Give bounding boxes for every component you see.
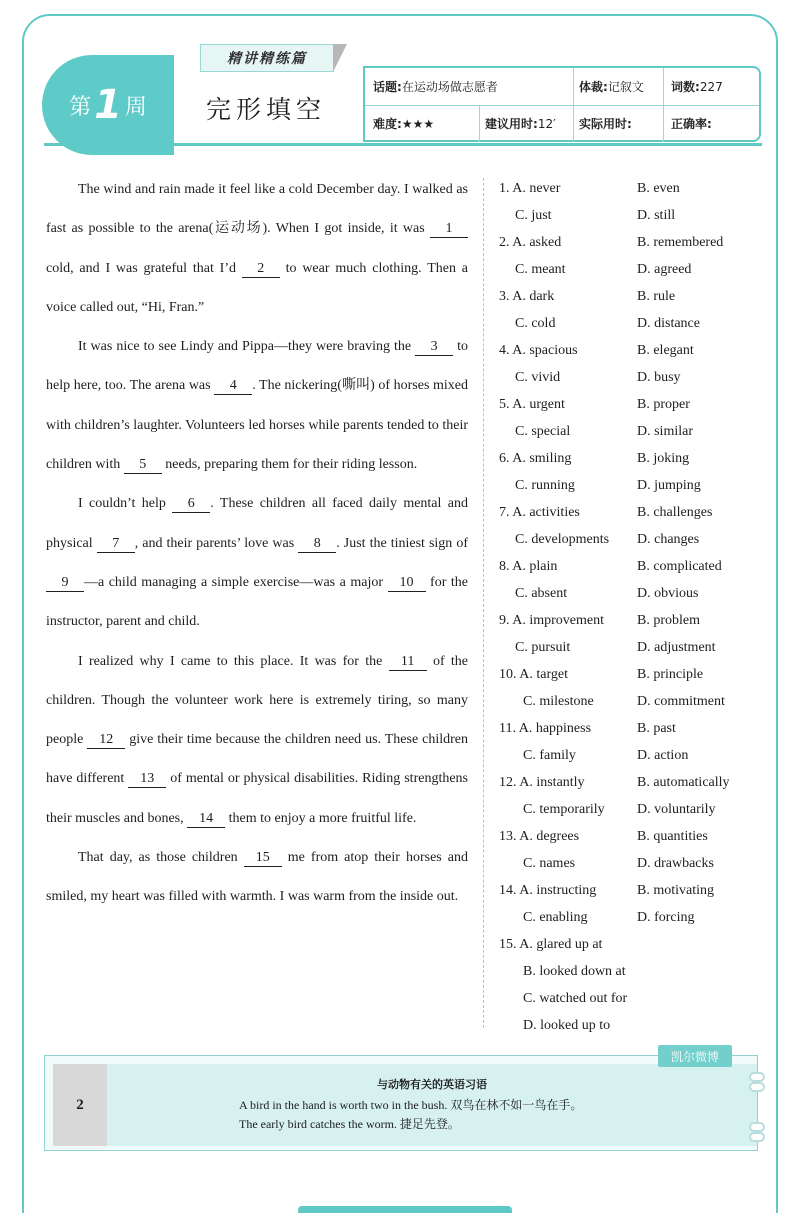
option-row: [499, 985, 759, 1012]
option-a[interactable]: 11. A. happiness: [499, 721, 592, 736]
binder-ring-icon: [749, 1072, 765, 1082]
option-row: [499, 175, 759, 202]
option-c[interactable]: C. milestone: [523, 694, 594, 709]
option-d[interactable]: D. agreed: [637, 262, 692, 277]
option-d[interactable]: D. distance: [637, 316, 700, 331]
option-row: [499, 769, 759, 796]
option-row: [499, 607, 759, 634]
paragraph-4: I realized why I came to this place. It was for the 11 of the children. Though the volunteer work here is extremely tiring, so many people 12 give their time because the children need us. These children have different 13 of mental or physical disabilities. Riding strengthens their muscles and bones, 14 them to enjoy a more fruitful life.: [46, 653, 469, 826]
option-a[interactable]: 1. A. never: [499, 181, 561, 196]
option-c[interactable]: C. meant: [515, 262, 566, 277]
option-b[interactable]: B. looked down at: [523, 964, 626, 979]
option-a[interactable]: 3. A. dark: [499, 289, 555, 304]
info-table: [363, 66, 761, 142]
blank-4[interactable]: 4: [214, 378, 252, 395]
accuracy-label: 正确率:: [671, 117, 712, 131]
topic-label: 话题:: [373, 80, 402, 94]
option-row: [499, 823, 759, 850]
option-row: [499, 742, 759, 769]
option-d[interactable]: D. commitment: [637, 694, 725, 709]
option-row: [499, 526, 759, 553]
option-row: [499, 256, 759, 283]
paragraph-5: That day, as those children 15 me from atop their horses and smiled, my heart was filled with warmth. I was warm from the inside out.: [46, 850, 469, 905]
option-b[interactable]: B. challenges: [637, 505, 713, 520]
words-value: 227: [699, 79, 723, 94]
option-d[interactable]: D. forcing: [637, 910, 695, 925]
tip-title: 与动物有关的英语习语: [377, 1078, 487, 1091]
option-row: [499, 850, 759, 877]
option-c[interactable]: C. temporarily: [523, 802, 605, 817]
option-c[interactable]: C. enabling: [523, 910, 588, 925]
option-b[interactable]: B. past: [637, 721, 676, 736]
option-a[interactable]: 9. A. improvement: [499, 613, 604, 628]
option-row: [499, 931, 759, 958]
blank-6[interactable]: 6: [172, 496, 210, 513]
option-row: [499, 904, 759, 931]
option-b[interactable]: B. motivating: [637, 883, 714, 898]
option-a[interactable]: 13. A. degrees: [499, 829, 580, 844]
option-d[interactable]: D. voluntarily: [637, 802, 716, 817]
option-row: [499, 472, 759, 499]
option-row: [499, 580, 759, 607]
option-c[interactable]: C. names: [523, 856, 576, 871]
paragraph-2: It was nice to see Lindy and Pippa—they were braving the 3 to help here, too. The arena was 4 . The nickering(嘶叫) of horses mixed with children’s laughter. Volunteers led horses while parents tended to their children with 5 needs, preparing them for their riding lesson.: [46, 339, 469, 473]
option-b[interactable]: B. complicated: [637, 559, 722, 574]
topic-cell: [373, 68, 498, 105]
option-c[interactable]: C. watched out for: [523, 991, 628, 1006]
blank-14[interactable]: 14: [187, 811, 225, 828]
option-row: [499, 634, 759, 661]
option-c[interactable]: C. running: [515, 478, 575, 493]
option-row: [499, 445, 759, 472]
option-d[interactable]: D. similar: [637, 424, 693, 439]
words-cell: [671, 68, 723, 105]
week-suffix: 周: [124, 94, 147, 120]
option-row: [499, 796, 759, 823]
blank-9[interactable]: 9: [46, 575, 84, 592]
tip-content: [107, 1064, 757, 1146]
option-a[interactable]: 10. A. target: [499, 667, 568, 682]
accuracy-cell[interactable]: [671, 105, 712, 142]
option-row: [499, 499, 759, 526]
option-b[interactable]: B. joking: [637, 451, 690, 466]
option-d[interactable]: D. still: [637, 208, 676, 223]
option-d[interactable]: D. changes: [637, 532, 700, 547]
week-number: 1: [94, 82, 122, 128]
option-a[interactable]: 4. A. spacious: [499, 343, 578, 358]
option-row: [499, 364, 759, 391]
option-a[interactable]: 5. A. urgent: [499, 397, 565, 412]
option-d[interactable]: D. action: [637, 748, 689, 763]
option-row: [499, 202, 759, 229]
difficulty-stars: ★★★: [401, 116, 435, 131]
option-b[interactable]: B. problem: [637, 613, 700, 628]
topic-value: 在运动场做志愿者: [401, 80, 498, 94]
option-b[interactable]: B. quantities: [637, 829, 708, 844]
option-row: [499, 283, 759, 310]
option-a[interactable]: 14. A. instructing: [499, 883, 597, 898]
option-row: [499, 688, 759, 715]
option-c[interactable]: C. absent: [515, 586, 568, 601]
option-row: [499, 391, 759, 418]
genre-label: 体裁:: [579, 80, 608, 94]
option-b[interactable]: B. remembered: [637, 235, 724, 250]
page-number: 2: [53, 1064, 107, 1146]
option-c[interactable]: C. vivid: [515, 370, 561, 385]
answer-options: [499, 175, 759, 1039]
option-a[interactable]: 8. A. plain: [499, 559, 558, 574]
actual-time-label: 实际用时:: [579, 117, 632, 131]
binder-ring-icon: [749, 1122, 765, 1132]
option-row: [499, 877, 759, 904]
blank-8[interactable]: 8: [298, 536, 336, 553]
option-row: [499, 229, 759, 256]
option-row: [499, 418, 759, 445]
week-prefix: 第: [69, 94, 92, 120]
option-row: [499, 310, 759, 337]
tip-line-2: The early bird catches the worm. 捷足先登。: [239, 1117, 460, 1131]
week-badge: [42, 55, 174, 155]
header-rule: [44, 143, 762, 146]
blank-3[interactable]: 3: [415, 339, 453, 356]
blank-7[interactable]: 7: [97, 536, 135, 553]
blank-2[interactable]: 2: [242, 261, 280, 278]
option-c[interactable]: C. pursuit: [515, 640, 571, 655]
option-row: [499, 958, 759, 985]
option-b[interactable]: B. even: [637, 181, 680, 196]
option-d[interactable]: D. looked up to: [523, 1018, 611, 1033]
option-row: [499, 1012, 759, 1039]
paragraph-1: The wind and rain made it feel like a cold December day. I walked as fast as possible to the arena(运动场). When I got inside, it was 1 cold, and I was grateful that I’d 2 to wear much clothing. Then a voice called out, “Hi, Fran.”: [46, 182, 468, 315]
idiom-tip-box: [44, 1055, 758, 1151]
blank-10[interactable]: 10: [388, 575, 426, 592]
option-c[interactable]: C. just: [515, 208, 552, 223]
blank-11[interactable]: 11: [389, 654, 427, 671]
option-b[interactable]: B. elegant: [637, 343, 694, 358]
option-a[interactable]: 15. A. glared up at: [499, 937, 603, 952]
option-d[interactable]: D. drawbacks: [637, 856, 714, 871]
genre-value: 记叙文: [607, 80, 644, 94]
binder-ring-icon: [749, 1082, 765, 1092]
time-cell: [485, 105, 556, 142]
paragraph-3: I couldn’t help 6 . These children all faced daily mental and physical 7 , and their parents’ love was 8 . Just the tiniest sign of 9 —a child managing a simple exercise—was a major 10 for the instructor, parent and child.: [46, 496, 469, 630]
option-d[interactable]: D. jumping: [637, 478, 701, 493]
blank-13[interactable]: 13: [128, 771, 166, 788]
blank-12[interactable]: 12: [87, 732, 125, 749]
difficulty-label: 难度:: [373, 117, 402, 131]
genre-cell: [579, 68, 644, 105]
actual-time-cell[interactable]: [579, 105, 632, 142]
option-a[interactable]: 2. A. asked: [499, 235, 562, 250]
time-value: 12′: [537, 116, 556, 131]
binder-ring-icon: [749, 1132, 765, 1142]
option-b[interactable]: B. principle: [637, 667, 704, 682]
option-row: [499, 553, 759, 580]
cloze-passage: [46, 170, 468, 917]
option-a[interactable]: 12. A. instantly: [499, 775, 585, 790]
option-a[interactable]: 6. A. smiling: [499, 451, 572, 466]
option-row: [499, 715, 759, 742]
tip-line-1: A bird in the hand is worth two in the bush. 双鸟在林不如一鸟在手。: [239, 1098, 583, 1112]
page-title: 完形填空: [206, 95, 327, 124]
option-c[interactable]: C. special: [515, 424, 571, 439]
column-divider: [483, 178, 484, 1028]
option-d[interactable]: D. obvious: [637, 586, 699, 601]
section-tab: 精讲精练篇: [200, 44, 334, 72]
option-d[interactable]: D. adjustment: [637, 640, 716, 655]
option-b[interactable]: B. proper: [637, 397, 690, 412]
bottom-bar: [298, 1206, 512, 1213]
option-c[interactable]: C. developments: [515, 532, 610, 547]
time-label: 建议用时:: [485, 117, 538, 131]
difficulty-cell: [373, 105, 434, 142]
option-row: [499, 661, 759, 688]
weibo-tag[interactable]: 凯尔微博: [658, 1045, 732, 1067]
option-d[interactable]: D. busy: [637, 370, 681, 385]
option-b[interactable]: B. automatically: [637, 775, 730, 790]
option-b[interactable]: B. rule: [637, 289, 676, 304]
words-label: 词数:: [671, 80, 700, 94]
option-c[interactable]: C. cold: [515, 316, 556, 331]
option-a[interactable]: 7. A. activities: [499, 505, 580, 520]
option-c[interactable]: C. family: [523, 748, 576, 763]
blank-15[interactable]: 15: [244, 850, 282, 867]
option-row: [499, 337, 759, 364]
blank-1[interactable]: 1: [430, 221, 468, 238]
blank-5[interactable]: 5: [124, 457, 162, 474]
